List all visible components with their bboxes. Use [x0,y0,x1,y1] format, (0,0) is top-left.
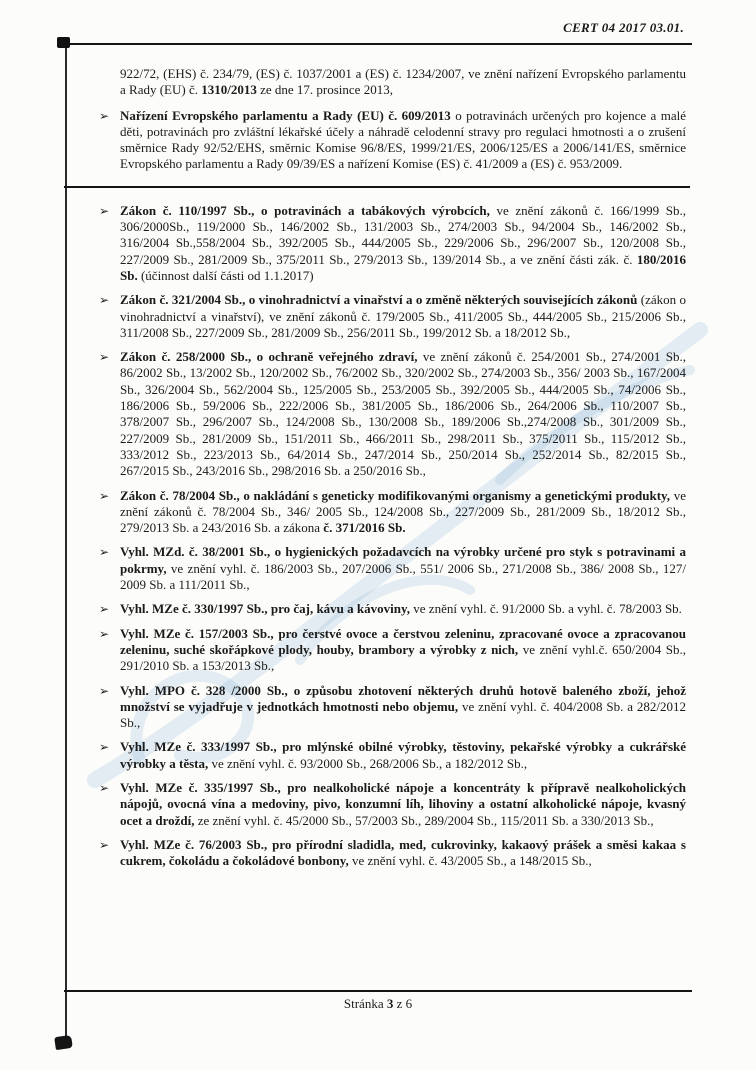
left-margin-line [65,38,67,1048]
bullet-arrow-icon: ➢ [99,683,110,698]
text-regular: ze dne 17. prosince 2013, [256,82,393,98]
scan-artifact-bottom-left [54,1035,73,1050]
text-regular: Stránka [343,995,387,1011]
item-text [120,601,682,616]
list-item [99,292,686,341]
text-bold: 180/2016 Sb. [120,251,686,283]
list-item [99,202,686,284]
bullet-arrow-icon: ➢ [99,545,110,560]
text-bold: Vyhl. MZe č. 157/2003 Sb., pro čerstvé ovoce a čerstvou zeleninu, zpracované ovoce a zpracovanou zeleninu, suché skořápkové plody, houby, brambory a výrobky z nich, [120,625,686,657]
text-bold: 3 [386,995,394,1011]
text-regular: ve znění zákonů č. 78/2004 Sb., 346/ 2005 Sb., 124/2008 Sb., 227/2009 Sb., 281/2009 Sb., 18/2012 Sb., 279/2013 Sb. a 243/2016 Sb. a zákona [120,487,686,536]
text-regular: o potravinách určených pro kojence a malé děti, potravinách pro zvláštní lékařské účely a náhradě celodenní stravy pro regulaci hmotnosti a o zrušení směrnice Rady 92/52/EHS, směrnic Komise 96/8/ES, 1999/21/ES, 2006/125/ES a 2006/141/ES, směrnice Evropského parlamentu a Rady 09/39/ES a nařízení Komise (ES) č. 41/2009 a (ES) č. 953/2009. [120,107,686,172]
text-bold: Zákon č. 258/2000 Sb., o ochraně veřejného zdraví, [120,349,418,365]
text-bold: Vyhl. MPO č. 328 /2000 Sb., o způsobu zhotovení některých druhů hotově baleného zboží, jehož množství se vyjadřuje v jednotkách hmotnosti nebo objemu, [120,682,686,714]
text-regular: ve znění vyhl. č. 404/2008 Sb. a 282/2012 Sb., [120,698,687,731]
header-doc-code: CERT 04 2017 03.01. [563,20,684,35]
list-item [99,779,686,829]
bullet-arrow-icon: ➢ [99,740,110,755]
section-divider [64,186,690,188]
item-text [120,739,686,770]
item-text [120,780,686,828]
page-footer [64,990,692,1012]
scan-artifact-top-left [57,37,70,48]
list-item [99,836,686,870]
item-text [120,626,686,674]
header-rule [64,43,692,45]
list-item [99,349,686,479]
text-regular: ve znění zákonů č. 166/1999 Sb., 306/2000Sb., 119/2000 Sb., 146/2002 Sb., 131/2003 Sb., 274/2003 Sb., 94/2004 Sb., 146/2002 Sb., 316/2004 Sb.,558/2004 Sb., 392/2005 Sb., 444/2005 Sb., 229/2006 Sb., 296/2007 Sb., 120/2008 Sb., 227/2009 Sb., 281/2009 Sb., 375/2011 Sb., 279/2013 Sb., 139/2014 Sb., a ve znění části zák. č. [120,202,686,267]
bullet-arrow-icon: ➢ [99,602,110,617]
bullet-arrow-icon: ➢ [99,108,110,123]
text-bold: Nařízení Evropského parlamentu a Rady (EU) č. 609/2013 [120,107,451,123]
list-item [99,625,686,675]
bullet-arrow-icon: ➢ [99,837,110,852]
bullet-arrow-icon: ➢ [99,780,110,795]
text-regular: ve znění vyhl.č. 650/2004 Sb., 291/2010 Sb. a 153/2013 Sb., [120,641,686,674]
list-item [99,544,686,593]
bullet-arrow-icon: ➢ [99,350,110,365]
text-bold: Vyhl. MZd. č. 38/2001 Sb., o hygienických požadavcích na výrobky určené pro styk s potravinami a pokrmy, [120,544,686,576]
bullet-arrow-icon: ➢ [99,203,110,218]
text-bold: Vyhl. MZe č. 333/1997 Sb., pro mlýnské obilné výrobky, těstoviny, pekařské výrobky a cukrářské výrobky a těsta, [120,739,686,771]
text-regular: (zákon o vinohradnictví a vinařství), ve znění zákonů č. 179/2005 Sb., 411/2005 Sb., 444/2005 Sb., 215/2006 Sb., 311/2008 Sb., 227/2009 Sb., 281/2009 Sb., 256/2011 Sb., 199/2012 Sb. a 18/2012 Sb., [120,292,686,340]
list-item [99,601,686,617]
text-regular: 922/72, (EHS) č. 234/79, (ES) č. 1037/2001 a (ES) č. 1234/2007, ve znění nařízení Evropského parlamentu a Rady (EU) č. [120,66,686,98]
item-text [120,108,686,172]
item-text [120,488,686,536]
list-item [99,107,686,173]
text-regular: ve znění vyhl. č. 186/2003 Sb., 207/2006 Sb., 551/ 2006 Sb., 271/2008 Sb., 386/ 2008 Sb., 127/ 2009 Sb. a 111/2011 Sb., [120,560,686,593]
text-regular: ve znění vyhl. č. 93/2000 Sb., 268/2006 Sb., a 182/2012 Sb., [208,755,528,771]
text-regular: ve znění vyhl. č. 43/2005 Sb., a 148/2015 Sb., [348,853,592,869]
text-bold: Vyhl. MZe č. 335/1997 Sb., pro nealkoholické nápoje a koncentráty k přípravě nealkoholických nápojů, ovocná vína a medoviny, pivo, konzumní líh, lihoviny a ostatní alkoholické nápoje, kvasný ocet a droždí, [120,779,686,828]
regulation-list-eu [99,107,686,173]
bullet-arrow-icon: ➢ [99,626,110,641]
item-text [120,683,686,731]
text-bold: Vyhl. MZe č. 76/2003 Sb., pro přírodní sladidla, med, cukrovinky, kakaový prášek a směsi kakaa s cukrem, čokoládu a čokoládové bonbony, [120,836,686,869]
text-bold: Zákon č. 78/2004 Sb., o nakládání s geneticky modifikovanými organismy a genetickými produkty, [120,487,671,503]
item-text [120,203,686,283]
text-regular: (účinnost další části od 1.1.2017) [137,267,314,283]
text-bold: Zákon č. 110/1997 Sb., o potravinách a tabákových výrobcích, [120,202,490,218]
text-bold: 1310/2013 [201,82,257,98]
text-regular: ve znění zákonů č. 254/2001 Sb., 274/2001 Sb., 86/2002 Sb., 13/2002 Sb., 120/2002 Sb., 76/2002 Sb., 320/2002 Sb., 274/2003 Sb., 356/ 2003 Sb., 167/2004 Sb., 326/2004 Sb., 562/2004 Sb., 125/2005 Sb., 253/2005 Sb., 392/2005 Sb., 444/2005 Sb., 74/2006 Sb., 186/2006 Sb., 59/2006 Sb., 222/2006 Sb., 381/2005 Sb., 186/2006 Sb., 264/2006 Sb., 110/2007 Sb., 378/2007 Sb., 296/2007 Sb., 124/2008 Sb., 130/2008 Sb., 189/2006 Sb.,274/2008 Sb., 301/2009 Sb., 227/2009 Sb., 281/2009 Sb., 151/2011 Sb., 466/2011 Sb., 298/2011 Sb., 375/2011 Sb., 115/2012 Sb., 333/2012 Sb., 223/2013 Sb., 64/2014 Sb., 247/2014 Sb., 250/2014 Sb., 252/2014 Sb., 82/2015 Sb., 267/2015 Sb., 243/2016 Sb., 298/2016 Sb. a 250/2016 Sb., [120,349,686,479]
list-item [99,739,686,772]
text-regular: ze znění vyhl. č. 45/2000 Sb., 57/2003 Sb., 289/2004 Sb., 115/2011 Sb. a 330/2013 Sb., [194,812,654,828]
list-item [99,487,686,537]
bullet-arrow-icon: ➢ [99,293,110,308]
intro-paragraph [120,66,686,99]
item-text [120,544,686,592]
document-body [99,66,687,877]
item-text [120,349,686,478]
text-regular: z 6 [393,995,413,1011]
text-bold: Zákon č. 321/2004 Sb., o vinohradnictví a vinařství a o změně některých souvisejících zákonů [120,292,638,308]
text-bold: Vyhl. MZe č. 330/1997 Sb., pro čaj, kávu a kávoviny, [120,601,411,617]
item-text [120,837,686,868]
list-item [99,682,687,732]
text-regular: ve znění vyhl. č. 91/2000 Sb. a vyhl. č. 78/2003 Sb. [410,601,682,617]
page-number [64,992,692,1012]
text-bold: č. 371/2016 Sb. [323,520,406,536]
regulation-list-national [99,202,687,870]
item-text [120,292,686,340]
bullet-arrow-icon: ➢ [99,488,110,503]
